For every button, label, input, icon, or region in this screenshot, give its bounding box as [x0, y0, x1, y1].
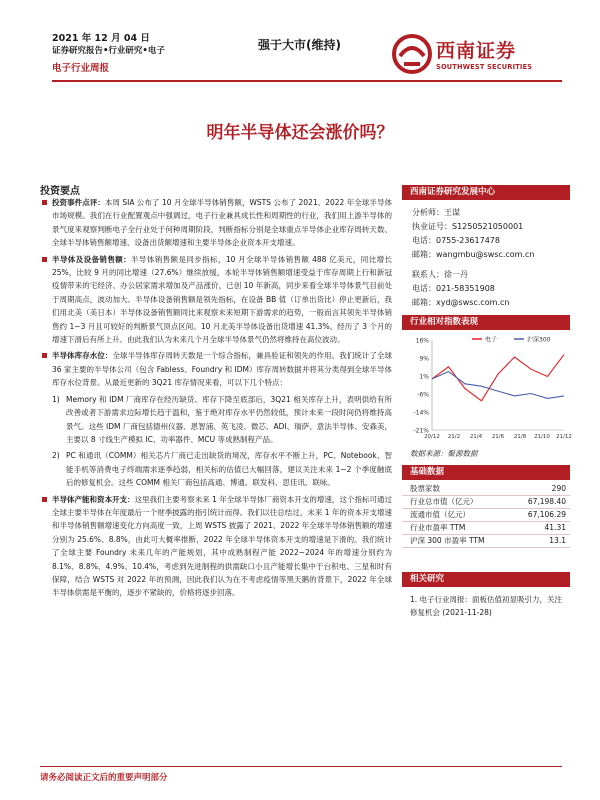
- basic-data-table: [402, 482, 570, 548]
- analyst-cert: 执业证号：S1250521050001: [412, 222, 524, 231]
- index-chart-box: [402, 315, 570, 459]
- analyst-box-title: 西南证券研究发展中心: [402, 185, 570, 200]
- table-row: 流通市值（亿元） 67,106.29: [402, 508, 570, 521]
- x-tick-label: 21/12: [556, 434, 572, 440]
- x-tick-label: 21/4: [469, 434, 483, 440]
- summary-subpoint: [40, 449, 392, 489]
- paragraph-label: 投资事件点评：: [52, 198, 105, 207]
- basic-data-box: [402, 465, 570, 548]
- paragraph-label: 半导体及设备销售额：: [52, 254, 132, 264]
- header-divider: [52, 80, 562, 82]
- company-logo: [392, 34, 562, 78]
- summary-paragraph: [40, 349, 392, 389]
- summary-paragraph: [40, 493, 392, 600]
- footer-divider: [40, 766, 562, 767]
- analyst-name: 分析师：王谋: [412, 208, 460, 217]
- table-row: 沪深 300 市盈率 TTM 13.1: [402, 534, 570, 547]
- x-tick-label: 21/10: [534, 434, 550, 440]
- analyst-phone: 电话：0755-23617478: [412, 236, 500, 245]
- series-line-0: [432, 355, 564, 401]
- y-tick-label: -6%: [417, 391, 429, 399]
- summary-paragraph: [40, 196, 392, 250]
- x-tick-label: 21/8: [513, 434, 527, 440]
- paragraph-label: 半导体产能和资本开支：: [52, 494, 135, 504]
- summary-paragraph: [40, 253, 392, 347]
- summary-subpoint: [40, 393, 392, 447]
- table-row: 股票家数 290: [402, 482, 570, 495]
- logo-name-cn: 西南证券: [436, 40, 517, 62]
- summary-body: [40, 196, 392, 603]
- table-row: 行业市盈率 TTM 41.31: [402, 521, 570, 534]
- table-row: 行业总市值（亿元） 67,198.40: [402, 495, 570, 508]
- subpoint-number: 1): [52, 394, 60, 404]
- paragraph-label: 半导体库存水位：: [52, 351, 113, 361]
- legend-label: 电子: [485, 336, 498, 344]
- report-type: 证券研究报告•行业研究•电子: [52, 46, 165, 56]
- index-performance-chart: [402, 332, 570, 444]
- report-date: 2021 年 12 月 04 日: [52, 33, 150, 44]
- y-tick-label: 16%: [415, 337, 429, 345]
- summary-heading: 投资要点: [40, 186, 80, 197]
- y-tick-label: -21%: [413, 427, 429, 435]
- subpoint-text: Memory 和 IDM 厂商库存在经历缺货、库存下降至底部后，3Q21 相关库存上升，表明供给有所改善或者下游需求边际增长趋于温和，鉴于绝对库存水平仍然较低，预计未来一段时间仍将维持高景气。这些 IDM 厂商包括德州仪器、恩智浦、英飞凌、微芯、ADI、瑞萨、意法半导体、安森美，主要以 8 寸线生产模拟 IC、功率器件、MCU 等成熟制程产品。: [66, 394, 392, 444]
- logo-name-en: SOUTHWEST SECURITIES: [436, 63, 533, 71]
- paragraph-text: 这里我们主要考察未来 1 年全球半导体厂商资本开支的增速，这个指标可通过全球主要半导体在年度最后一个财季披露的指引统计而得。我们以往总结过，未来 1 年的资本开支增速和半导体销售额增速变化方向高度一致，上周 WSTS 披露了 2021、2022 年全球半导体销售额的增速分别为 25.6%、8.8%，由此可大概率推断，2022 年全球半导体资本开支的增速是下滑的。我们统计了全球主要 Foundry 未来几年的产能规划，其中成熟制程产能 2022~2024 年的增速分别约为 8.1%、8.8%、4.9%、10.4%，考虑到先进制程的供需缺口小且产能增长集中于台积电、三星和时有保障，结合 WSTS 对 2022 年的预测，因此我们认为在不考虑疫情等黑天鹅的背景下，2022 年全球半导体供需是平衡的，逐步不紧缺的，价格将逐步回落。: [52, 494, 393, 598]
- legend-label: 沪深300: [527, 336, 551, 344]
- x-tick-label: 21/6: [491, 434, 505, 440]
- paragraph-text: 半导体销售额是同步指标，10 月全球半导体销售额 488 亿美元，同比增长 25%，比较 9 月的同比增速（27.6%）继续放缓，本轮半导体销售额增速受益于库存周期上行和新冠疫情带来的宅经济、办公居家需求增加及产品涨价，已创 10 年新高，同步来看全球半导体景气目前处于周期高点，波动加大。半导体设备销售额是领先指标，在设备 BB 值（订单出货比）停止更新后，我们用北美（美日本）半导体设备销售额同比来观察未来短期下游需求的趋势，一般而言其领先半导体销售约 1~3 月且可较好的判断景气顶点区间。10 月北美半导体设备出货增速 41.3%。经历了 3 个月的增速下滑后有所上升。由此我们认为未来几个月全球半导体景气仍然将维持在高位波动。: [52, 254, 393, 345]
- contact-phone: 电话：021-58351908: [412, 284, 495, 293]
- x-tick-label: 21/2: [447, 434, 461, 440]
- paragraph-text: 全球半导体库存周转天数是一个综合指标，兼具验证和领先的作用。我们统计了全球 36 家主要的半导体公司（包含 Fabless、Foundry 和 IDM）库存周转数据并将其分类得到全球半导体库存水位背景。从最近更新的 3Q21 库存情况来看，可以下几个特点：: [52, 351, 393, 388]
- footer-disclaimer: 请务必阅读正文后的重要声明部分: [40, 773, 168, 783]
- y-tick-label: -14%: [413, 409, 429, 417]
- subpoint-number: 2): [52, 451, 60, 461]
- subpoint-text: PC 和通讯（COMM）相关芯片厂商已走出缺货的境况，库存水平不断上升，PC、Notebook、智能手机等消费电子终端需求逐季趋弱，相关标的估值已大幅回落，建议关注未来 1~2 个季度触底后的修复机会。这些 COMM 相关厂商包括高通、博通、联发科、思佳讯、联咏。: [66, 451, 392, 488]
- analyst-email[interactable]: 邮箱：wangmbu@swsc.com.cn: [412, 250, 535, 259]
- report-title: 明年半导体还会涨价吗？: [206, 123, 394, 143]
- chart-source: 数据来源：聚源数据: [410, 449, 478, 458]
- related-research-title: 相关研究: [402, 572, 570, 587]
- related-research-item[interactable]: 1. 电子行业周报：面板估值初显吸引力，关注修复机会 (2021-11-28): [410, 595, 563, 617]
- contact-email[interactable]: 邮箱：xyd@swsc.com.cn: [412, 298, 510, 307]
- paragraph-text: 本周 SIA 公布了 10 月全球半导体销售额，WSTS 公布了 2021、2022 年全球半导体市场规模。我们在行业配置观点中强调过，电子行业兼具成长性和周期性的行业，我们用上游半导体的景气度来观察判断电子全行业处于何种周期阶段，判断指标分别是全球重点半导体企业库存周转天数、全球半导体销售额增速、设备出货额增速和主要半导体企业资本开支增速。: [52, 198, 393, 248]
- chart-box-title: 行业相对指数表现: [402, 315, 570, 330]
- contact-name: 联系人：徐一丹: [412, 270, 468, 279]
- basic-data-title: 基础数据: [402, 465, 570, 480]
- report-series: 电子行业周报: [52, 63, 110, 74]
- logo-mark-icon: [392, 34, 432, 74]
- related-research-box: [402, 572, 570, 619]
- analyst-box: [402, 185, 570, 310]
- industry-rating: 强于大市(维持): [258, 38, 341, 52]
- x-tick-label: 20/12: [424, 434, 440, 440]
- y-tick-label: 9%: [419, 355, 429, 363]
- y-tick-label: 1%: [419, 373, 429, 381]
